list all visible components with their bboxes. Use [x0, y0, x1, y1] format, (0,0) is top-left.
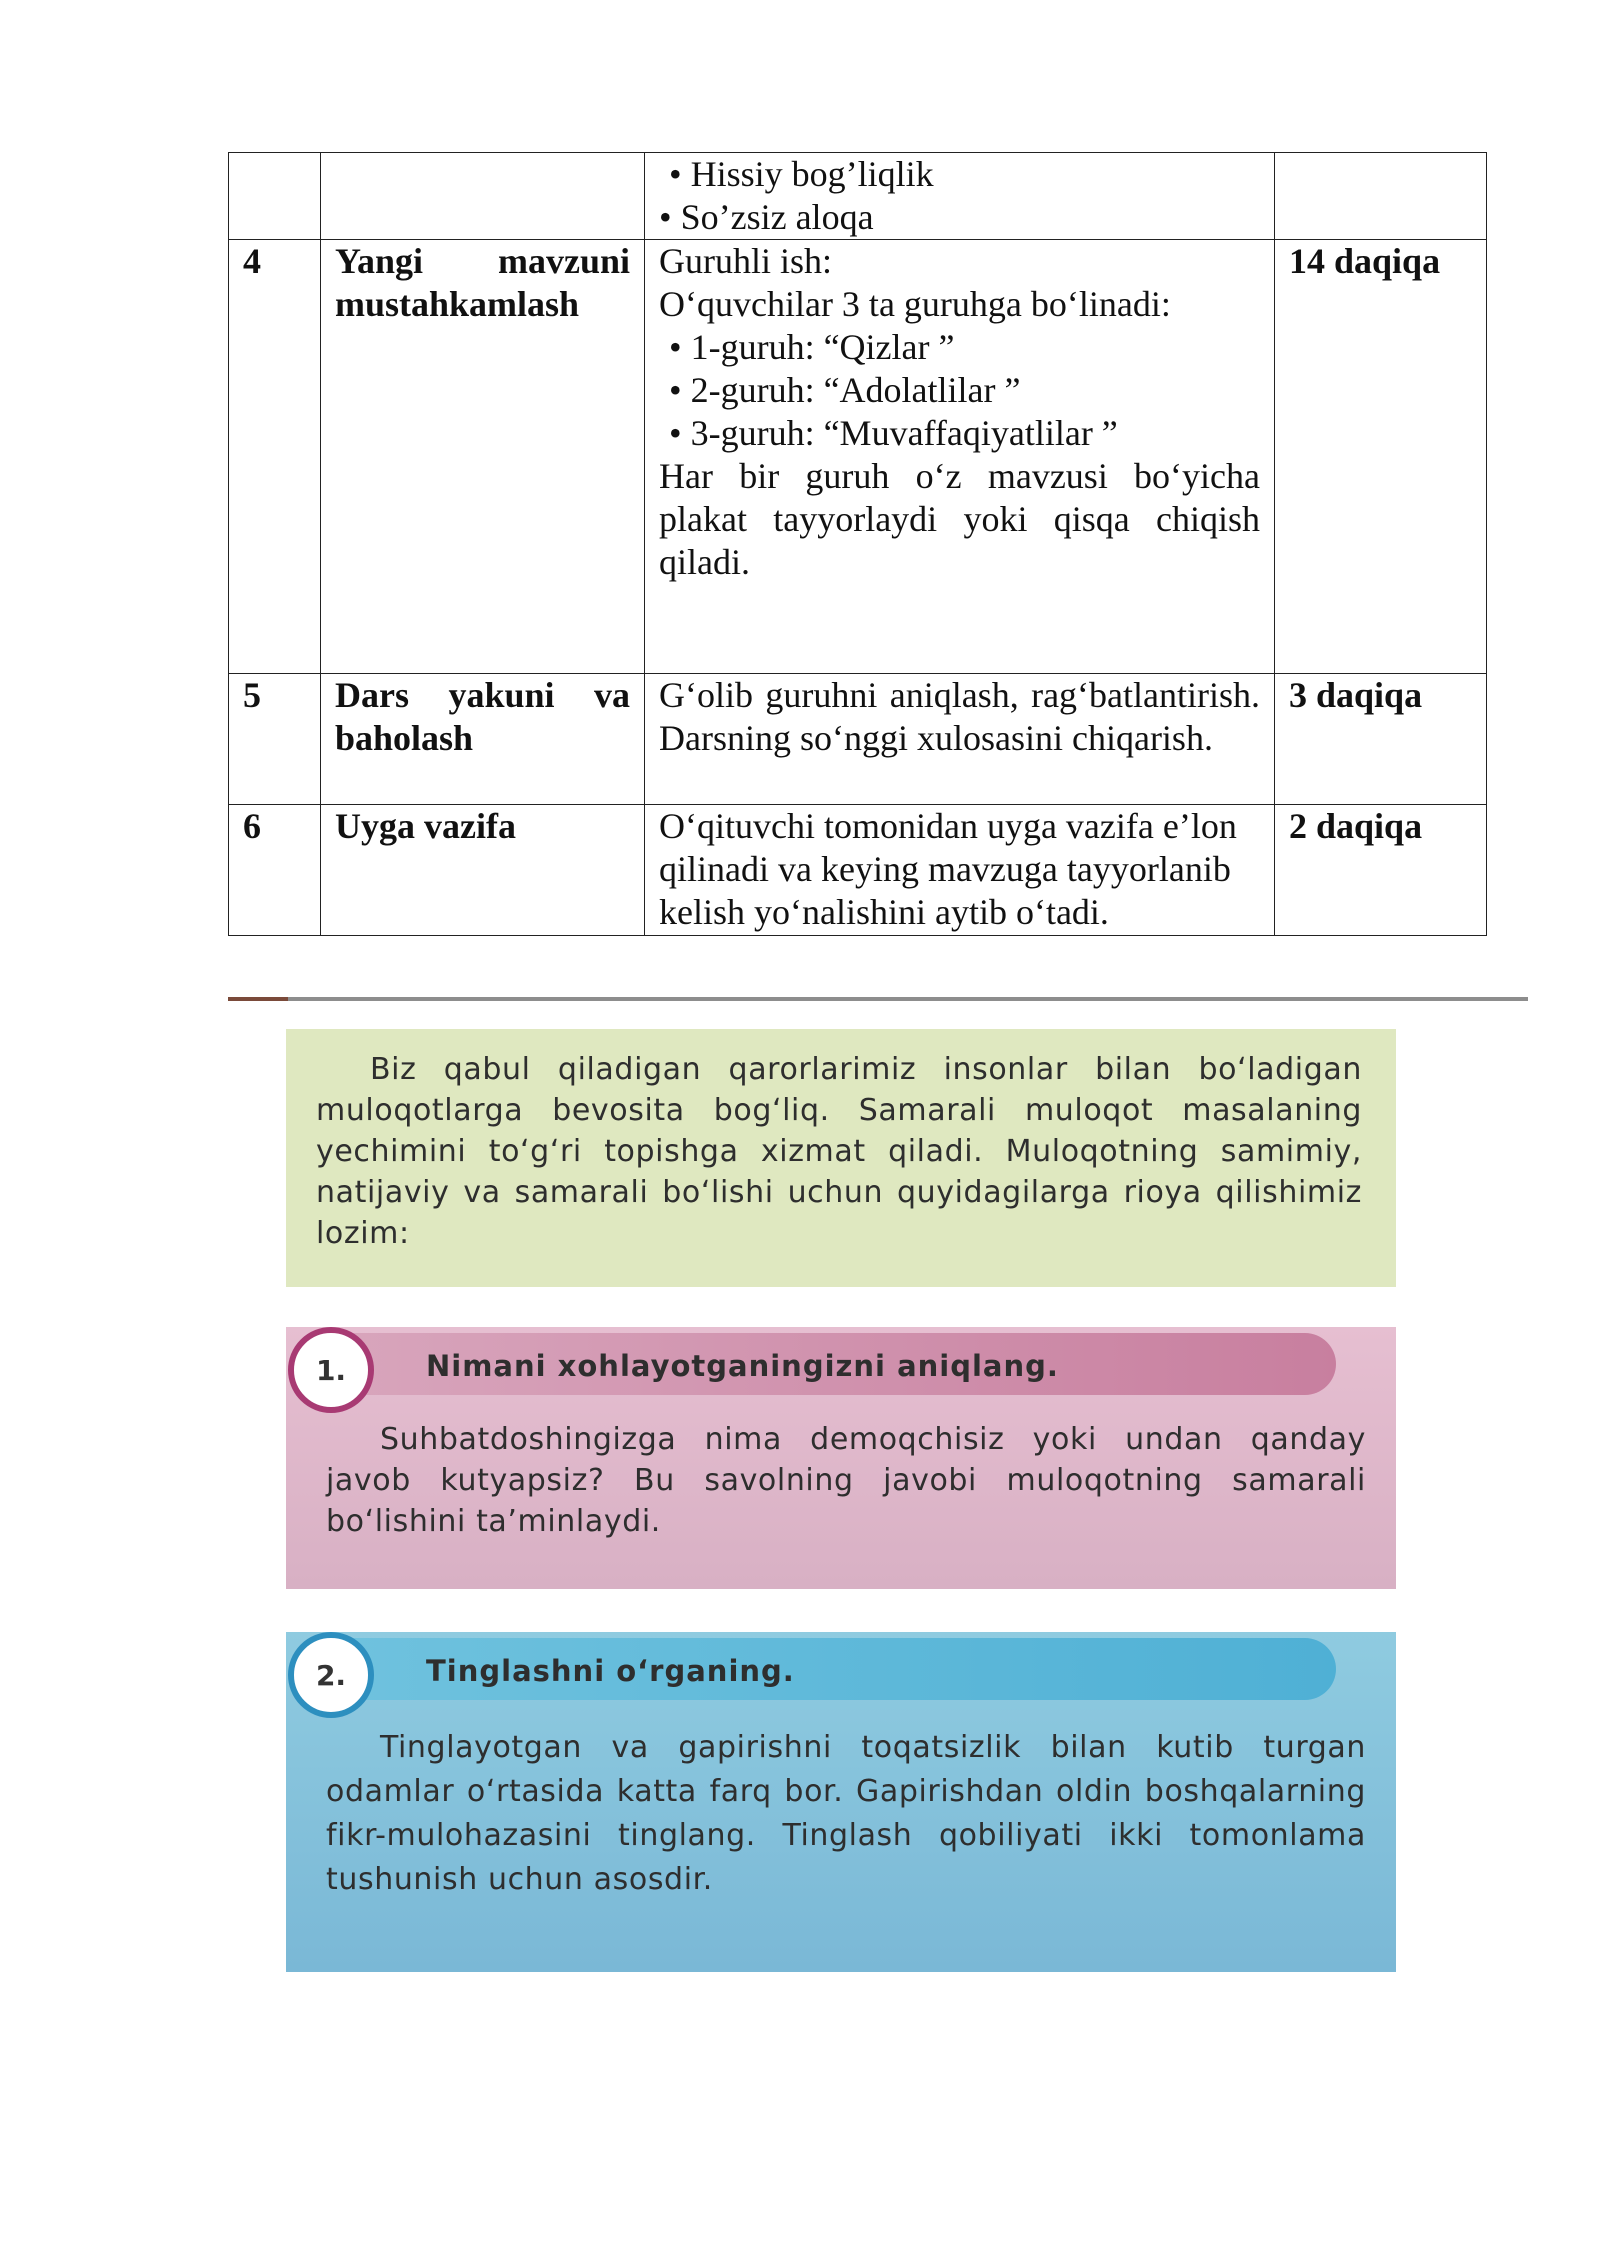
- lesson-plan-table: [228, 152, 1487, 936]
- tip-panel-1: [286, 1327, 1396, 1589]
- tip-title: Nimani xohlayotganingizni aniqlang.: [426, 1349, 1059, 1383]
- tip-title: Tinglashni o‘rganing.: [426, 1654, 795, 1688]
- bullet-item: • So’zsiz aloqa: [659, 197, 874, 237]
- activity-line: O‘quvchilar 3 ta guruhga bo‘linadi:: [659, 284, 1171, 324]
- tip-number-badge: 2.: [288, 1632, 374, 1718]
- step-number: 4: [229, 240, 321, 674]
- tip-body: Suhbatdoshingizga nima demoqchisiz yoki undan qanday javob kutyapsiz? Bu savolning javobi muloqotning samarali bo‘lishini ta’minlaydi.: [326, 1422, 1366, 1539]
- divider: [228, 997, 1528, 1001]
- table-row: [229, 153, 1487, 240]
- activity-text: Har bir guruh o‘z mavzusi bo‘yicha plakat tayyorlaydi yoki qisqa chiqish qiladi.: [659, 456, 1260, 582]
- activity-text: G‘olib guruhni aniqlash, rag‘batlantirish. Darsning so‘nggi xulosasini chiqarish.: [645, 674, 1275, 805]
- group-item: • 1-guruh: “Qizlar ”: [669, 327, 955, 367]
- step-number: [229, 153, 321, 240]
- bullet-item: • Hissiy bog’liqlik: [669, 154, 934, 194]
- intro-panel: [286, 1029, 1396, 1287]
- tip-number-badge: 1.: [288, 1327, 374, 1413]
- group-item: • 2-guruh: “Adolatlilar ”: [669, 370, 1021, 410]
- stage-name: Uyga vazifa: [321, 805, 645, 936]
- group-item: • 3-guruh: “Muvaffaqiyatlilar ”: [669, 413, 1118, 453]
- activity-cell: [645, 153, 1275, 240]
- table-row: [229, 674, 1487, 805]
- table-row: [229, 805, 1487, 936]
- activity-text: O‘qituvchi tomonidan uyga vazifa e’lon qilinadi va keying mavzuga tayyorlanib kelish yo‘nalishini aytib o‘tadi.: [645, 805, 1275, 936]
- duration: 3 daqiqa: [1275, 674, 1487, 805]
- duration: [1275, 153, 1487, 240]
- step-number: 6: [229, 805, 321, 936]
- intro-text: Biz qabul qiladigan qarorlarimiz insonlar bilan bo‘ladigan muloqotlarga bevosita bog‘liq. Samarali muloqot masalaning yechimini to‘g‘ri topishga xizmat qiladi. Muloqotning samimiy, natijaviy va samarali bo‘lishi uchun quyidagilarga rioya qilishimiz lozim:: [316, 1052, 1362, 1251]
- duration: 14 daqiqa: [1275, 240, 1487, 674]
- tip-panel-2: [286, 1632, 1396, 1972]
- step-number: 5: [229, 674, 321, 805]
- activity-intro: Guruhli ish:: [659, 241, 833, 281]
- textbook-excerpt: [228, 997, 1528, 1997]
- tip-body: Tinglayotgan va gapirishni toqatsizlik bilan kutib turgan odamlar o‘rtasida katta farq bor. Gapirishdan oldin boshqalarning fikr-mulohazasini tinglang. Tinglash qobiliyati ikki tomonlama tushunish uchun asosdir.: [326, 1730, 1366, 1897]
- duration: 2 daqiqa: [1275, 805, 1487, 936]
- activity-cell: [645, 240, 1275, 674]
- table-row: [229, 240, 1487, 674]
- stage-name: [321, 153, 645, 240]
- stage-name: Dars yakuni va baholash: [321, 674, 645, 805]
- stage-name: Yangi mavzuni mustahkamlash: [321, 240, 645, 674]
